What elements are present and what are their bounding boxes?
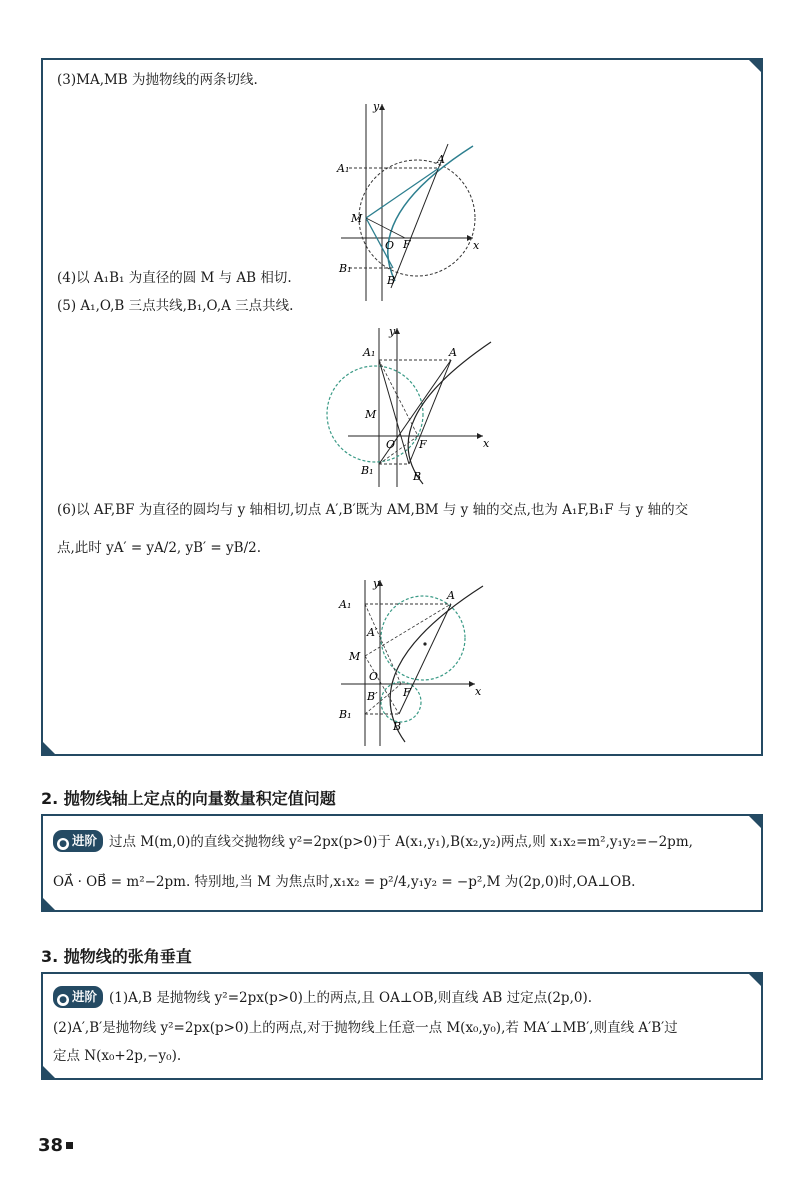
point-b: B (393, 720, 402, 733)
section-3-box (41, 972, 763, 1080)
axis-y-label: y (373, 577, 380, 590)
section-2-box (41, 814, 763, 912)
figure-tangent-circles (333, 574, 503, 750)
section-2-line-1: ● 进阶 过点 M(m,0)的直线交抛物线 y²=2px(p>0)于 A(x₁,y₁),B(x₂,y₂)两点,则 x₁x₂=m²,y₁y₂=−2pm, (53, 830, 747, 852)
point-a-prime: A′ (367, 626, 378, 639)
property-6: (6)以 AF,BF 为直径的圆均与 y 轴相切,切点 A′,B′既为 AM,BM 与 y 轴的交点,也为 A₁F,B₁F 与 y 轴的交 (57, 502, 689, 518)
corner-mark (747, 814, 763, 830)
point-m: M (349, 650, 361, 663)
point-a: A (447, 589, 455, 602)
page-number: 38 (38, 1135, 73, 1156)
corner-mark (41, 1064, 57, 1080)
point-m: M (365, 408, 377, 421)
property-5: (5) A₁,O,B 三点共线,B₁,O,A 三点共线. (57, 298, 294, 314)
corner-mark (747, 972, 763, 988)
axis-x-label: x (473, 239, 480, 252)
point-a1: A₁ (337, 162, 350, 175)
point-b1: B₁ (339, 262, 352, 275)
section-2-line-2: OA⃗ · OB⃗ = m²−2pm. 特别地,当 M 为焦点时,x₁x₂ = p²/4,y₁y₂ = −p²,M 为(2p,0)时,OA⊥OB. (53, 874, 636, 890)
advanced-badge: ● 进阶 (53, 830, 103, 852)
axis-x-label: x (483, 437, 490, 450)
point-a: A (449, 346, 457, 359)
section-2-title: 2. 抛物线轴上定点的向量数量积定值问题 (41, 789, 336, 808)
corner-mark (41, 896, 57, 912)
section-3-line-2: (2)A′,B′是抛物线 y²=2px(p>0)上的两点,对于抛物线上任意一点 M(x₀,y₀),若 MA′⊥MB′,则直线 A′B′过 (53, 1020, 678, 1036)
corner-mark (41, 740, 57, 756)
axis-y-label: y (389, 325, 396, 338)
point-b: B (413, 470, 422, 483)
point-a1: A₁ (339, 598, 352, 611)
point-a1: A₁ (363, 346, 376, 359)
point-f: F (403, 238, 411, 251)
badge-icon: ● (57, 994, 69, 1006)
point-f: F (403, 686, 411, 699)
advanced-badge: ● 进阶 (53, 986, 103, 1008)
point-b: B (387, 274, 396, 287)
point-o: O (369, 670, 379, 683)
badge-icon: ● (57, 838, 69, 850)
section-3-line-1: ● 进阶 (1)A,B 是抛物线 y²=2px(p>0)上的两点,且 OA⊥OB,则直线 AB 过定点(2p,0). (53, 986, 747, 1008)
point-o: O (386, 438, 396, 451)
figure-collinear (323, 322, 503, 492)
point-m: M (351, 212, 363, 225)
property-3: (3)MA,MB 为抛物线的两条切线. (57, 72, 258, 88)
axis-y-label: y (373, 100, 380, 113)
section-3-line-3: 定点 N(x₀+2p,−y₀). (53, 1048, 182, 1064)
corner-mark (747, 58, 763, 74)
property-6-cont: 点,此时 yA′ = yA/2, yB′ = yB/2. (57, 540, 261, 556)
point-o: O (385, 239, 395, 252)
section-3-title: 3. 抛物线的张角垂直 (41, 947, 192, 966)
axis-x-label: x (475, 685, 482, 698)
property-4: (4)以 A₁B₁ 为直径的圆 M 与 AB 相切. (57, 270, 292, 286)
point-b1: B₁ (339, 708, 352, 721)
point-a: A (437, 153, 445, 166)
point-f: F (419, 438, 427, 451)
point-b1: B₁ (361, 464, 374, 477)
properties-box (41, 58, 763, 756)
page-number-mark (66, 1142, 73, 1149)
point-b-prime: B′ (367, 690, 378, 703)
